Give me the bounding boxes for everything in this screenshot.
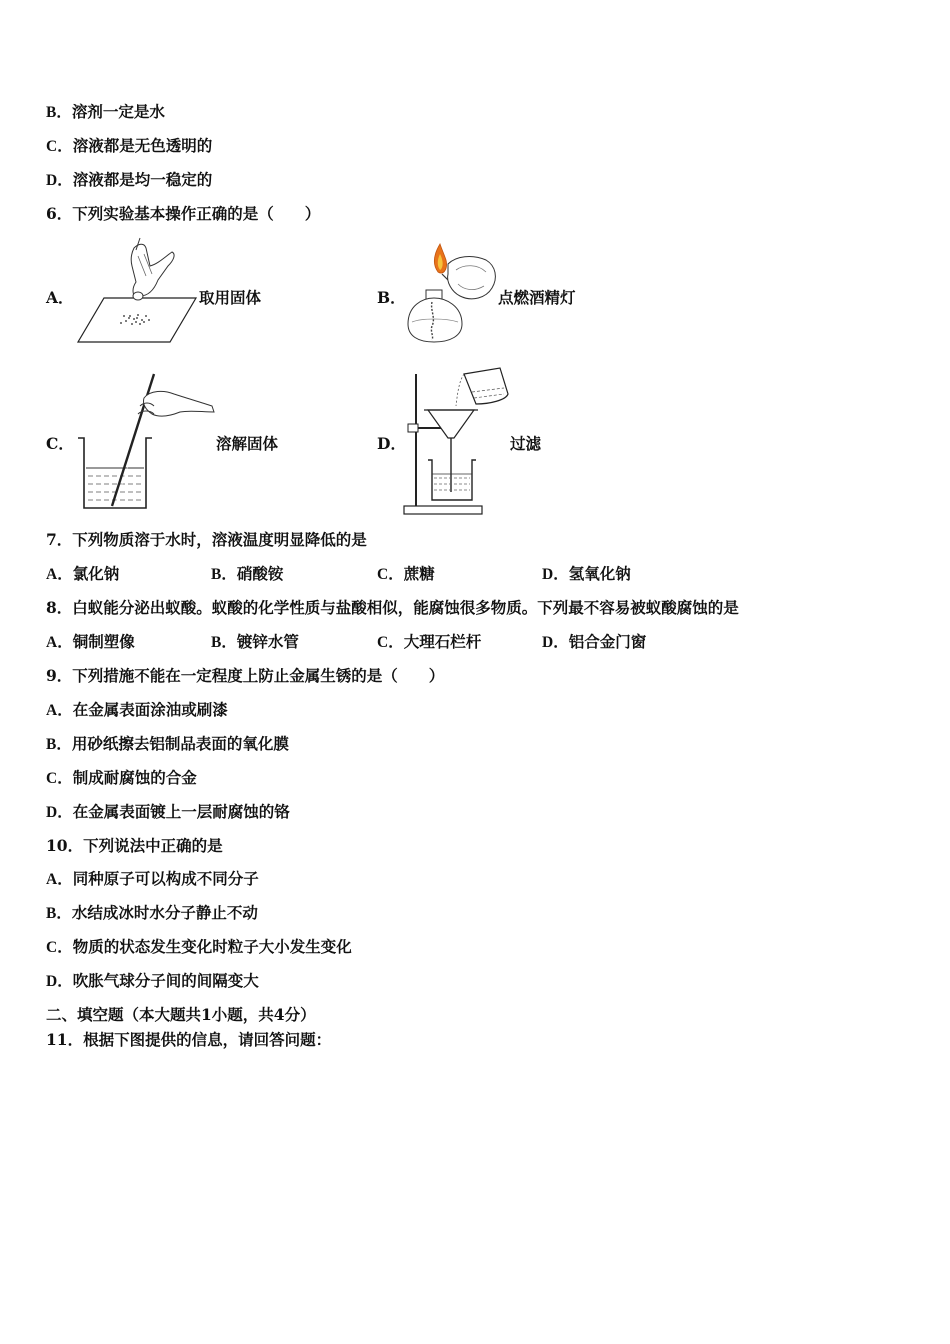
- q10-stem: 10．下列说法中正确的是: [46, 836, 223, 855]
- option-label: A．: [46, 634, 73, 651]
- option-text: 溶剂一定是水: [71, 102, 165, 121]
- q6-option-a-label: A．: [46, 288, 74, 307]
- q7-option-c: [377, 564, 435, 585]
- option-label: C．: [46, 138, 73, 155]
- option-label: D．: [46, 973, 73, 990]
- q5-option-b: [46, 102, 165, 123]
- q7-stem: 7．下列物质溶于水时，溶液温度明显降低的是: [46, 530, 367, 549]
- option-text: 溶液都是均一稳定的: [72, 170, 213, 189]
- option-text: 用砂纸擦去铝制品表面的氧化膜: [71, 734, 289, 753]
- option-label: C．: [46, 939, 73, 956]
- filtration-illustration: [404, 366, 514, 516]
- q10-option-b: [46, 903, 258, 924]
- q9-option-b: [46, 734, 289, 755]
- q10-option-c: [46, 937, 352, 958]
- option-label: A．: [46, 566, 73, 583]
- dissolve-solid-illustration: [74, 372, 219, 514]
- option-label: B．: [46, 905, 72, 922]
- q7-option-d: [542, 564, 631, 585]
- option-text: 在金属表面镀上一层耐腐蚀的铬: [72, 802, 290, 821]
- option-label: D．: [46, 804, 73, 821]
- q6-option-d-caption: 过滤: [510, 434, 542, 453]
- option-text: 铜制塑像: [72, 632, 135, 651]
- q6-option-b-label: B．: [377, 288, 406, 307]
- option-text: 蔗糖: [403, 564, 435, 583]
- q7-option-b: [211, 564, 283, 585]
- option-text: 氢氧化钠: [568, 564, 631, 583]
- option-text: 水结成冰时水分子静止不动: [71, 903, 258, 922]
- q8-option-c: [377, 632, 481, 653]
- q7-option-a: [46, 564, 119, 585]
- q8-option-b: [211, 632, 299, 653]
- option-text: 物质的状态发生变化时粒子大小发生变化: [72, 937, 352, 956]
- option-label: B．: [211, 634, 237, 651]
- q8-stem: 8．白蚁能分泌出蚁酸。蚁酸的化学性质与盐酸相似，能腐蚀很多物质。下列最不容易被蚁酸腐蚀的是: [46, 598, 739, 617]
- option-label: B．: [211, 566, 237, 583]
- option-text: 同种原子可以构成不同分子: [72, 869, 259, 888]
- q9-stem: 9．下列措施不能在一定程度上防止金属生锈的是（ ）: [46, 666, 445, 685]
- option-label: B．: [46, 104, 72, 121]
- q9-option-c: [46, 768, 197, 789]
- q10-option-d: [46, 971, 259, 992]
- q8-option-d: [542, 632, 646, 653]
- option-label: C．: [46, 770, 73, 787]
- q10-option-a: [46, 869, 259, 890]
- option-label: C．: [377, 634, 404, 651]
- option-text: 吹胀气球分子间的间隔变大: [72, 971, 259, 990]
- option-text: 大理石栏杆: [403, 632, 482, 651]
- option-label: A．: [46, 702, 73, 719]
- q5-option-c: [46, 136, 212, 157]
- q6-stem: 6．下列实验基本操作正确的是（ ）: [46, 204, 321, 223]
- option-label: D．: [542, 634, 569, 651]
- option-text: 镀锌水管: [236, 632, 299, 651]
- take-solid-illustration: [74, 236, 204, 346]
- q9-option-d: [46, 802, 290, 823]
- option-label: D．: [46, 172, 73, 189]
- option-text: 硝酸铵: [236, 564, 284, 583]
- option-label: D．: [542, 566, 569, 583]
- option-text: 铝合金门窗: [568, 632, 647, 651]
- q5-option-d: [46, 170, 212, 191]
- option-text: 氯化钠: [72, 564, 120, 583]
- q8-option-a: [46, 632, 135, 653]
- option-text: 溶液都是无色透明的: [72, 136, 213, 155]
- q11-stem: 11．根据下图提供的信息，请回答问题：: [46, 1030, 332, 1049]
- q6-option-c-caption: 溶解固体: [216, 434, 279, 453]
- q6-option-a-caption: 取用固体: [199, 288, 262, 307]
- q9-option-a: [46, 700, 228, 721]
- option-label: C．: [377, 566, 404, 583]
- option-label: B．: [46, 736, 72, 753]
- alcohol-lamp-lighting-illustration: [402, 240, 502, 346]
- section-title: 二、填空题（本大题共1小题，共4分）: [46, 1005, 316, 1024]
- option-text: 制成耐腐蚀的合金: [72, 768, 197, 787]
- q6-option-c-label: C．: [46, 434, 74, 453]
- q6-option-b-caption: 点燃酒精灯: [498, 288, 576, 307]
- option-text: 在金属表面涂油或刷漆: [72, 700, 228, 719]
- q6-option-d-label: D．: [377, 434, 406, 453]
- option-label: A．: [46, 871, 73, 888]
